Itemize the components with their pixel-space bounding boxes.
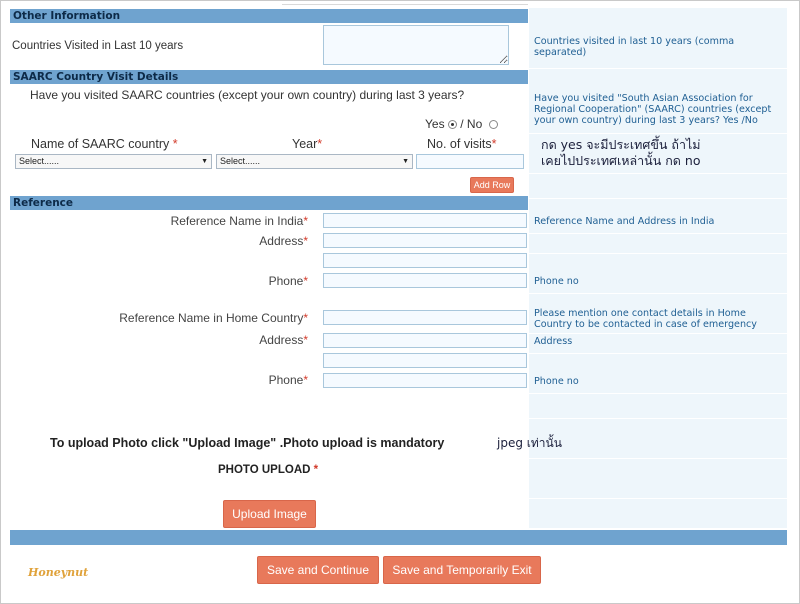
saarc-country-column-header — [31, 137, 178, 151]
countries-visited-help: Countries visited in last 10 years (comma separated) — [534, 36, 735, 58]
countries-visited-textarea[interactable] — [323, 25, 509, 65]
help-column — [529, 8, 787, 528]
thai-note-line-1: กด yes จะมีประเทศขึ้น ถ้าไม่ — [541, 137, 701, 152]
saarc-yes-no — [425, 117, 498, 131]
upload-image-button[interactable]: Upload Image — [223, 500, 316, 528]
reference-name-home-input[interactable] — [323, 310, 527, 325]
required-mark: * — [303, 333, 308, 347]
help-divider — [529, 68, 787, 69]
home-phone-label-text: Phone — [268, 373, 304, 387]
help-divider — [529, 353, 787, 354]
home-phone-input[interactable] — [323, 373, 527, 388]
required-mark: * — [303, 274, 308, 288]
watermark-logo: Honeynut — [28, 566, 89, 579]
help-divider — [529, 393, 787, 394]
saarc-help: Have you visited "South Asian Association for Regional Cooperation" (SAARC) countries (except your own country) during last 3 years? Yes /No — [534, 93, 772, 126]
help-divider — [529, 233, 787, 234]
reference-phone-label-text: Phone — [268, 274, 304, 288]
help-divider — [529, 418, 787, 419]
year-column-label: Year — [292, 137, 318, 151]
save-and-exit-button[interactable]: Save and Temporarily Exit — [383, 556, 541, 584]
reference-name-india-label-text: Reference Name in India — [170, 214, 304, 228]
thai-note — [541, 137, 701, 169]
reference-name-india-input[interactable] — [323, 213, 527, 228]
help-divider — [529, 253, 787, 254]
required-mark: * — [317, 137, 323, 151]
countries-visited-label: Countries Visited in Last 10 years — [12, 40, 184, 52]
save-and-continue-button[interactable]: Save and Continue — [257, 556, 379, 584]
home-phone-label — [269, 373, 308, 387]
no-radio[interactable] — [489, 120, 498, 129]
saarc-country-select[interactable] — [15, 154, 212, 169]
photo-upload-label-text: PHOTO UPLOAD — [218, 464, 311, 476]
section-header-reference — [10, 196, 528, 210]
chevron-down-icon: ▼ — [402, 158, 409, 165]
help-divider — [529, 333, 787, 334]
visits-column-header — [427, 137, 496, 151]
top-divider — [282, 4, 528, 5]
required-mark: * — [303, 373, 308, 387]
reference-home-help: Please mention one contact details in Home Country to be contacted in case of emergency — [534, 308, 757, 330]
home-address-line2-input[interactable] — [323, 353, 527, 368]
help-divider — [529, 458, 787, 459]
visits-column-label: No. of visits — [427, 137, 492, 151]
reference-phone-input[interactable] — [323, 273, 527, 288]
reference-address-line2-input[interactable] — [323, 253, 527, 268]
reference-address-label-text: Address — [259, 234, 304, 248]
reference-name-home-label-text: Reference Name in Home Country — [119, 311, 304, 325]
footer-bar — [10, 530, 787, 545]
saarc-country-column-label: Name of SAARC country — [31, 137, 170, 151]
thai-note-line-2: เคยไปประเทศเหล่านั้น กด no — [541, 153, 701, 168]
add-row-button[interactable]: Add Row — [470, 177, 514, 193]
reference-address-label — [259, 234, 308, 248]
reference-name-home-label — [119, 311, 308, 325]
help-divider — [529, 133, 787, 134]
help-divider — [529, 198, 787, 199]
home-address-label-text: Address — [259, 333, 304, 347]
help-divider — [529, 293, 787, 294]
upload-thai-note: jpeg เท่านั้น — [497, 436, 562, 450]
reference-india-help: Reference Name and Address in India — [534, 216, 715, 227]
required-mark: * — [303, 234, 308, 248]
saarc-question: Have you visited SAARC countries (except your own country) during last 3 years? — [30, 88, 465, 102]
required-mark: * — [491, 137, 497, 151]
year-select[interactable] — [216, 154, 413, 169]
help-divider — [529, 173, 787, 174]
home-address-line1-input[interactable] — [323, 333, 527, 348]
section-header-saarc — [10, 70, 528, 84]
upload-instruction: To upload Photo click "Upload Image" .Photo upload is mandatory — [50, 436, 445, 450]
home-address-label — [259, 333, 308, 347]
no-label: / No — [460, 117, 483, 131]
required-mark: * — [172, 137, 178, 151]
home-address-help: Address — [534, 336, 573, 347]
year-select-value: Select...... — [220, 156, 261, 166]
section-title: Other Information — [13, 10, 121, 22]
photo-upload-label — [218, 464, 318, 476]
yes-radio[interactable] — [448, 120, 457, 129]
reference-name-india-label — [171, 214, 308, 228]
yes-label: Yes — [425, 117, 445, 131]
year-column-header — [292, 137, 322, 151]
section-title: Reference — [13, 197, 74, 209]
reference-phone-label — [269, 274, 308, 288]
saarc-country-select-value: Select...... — [19, 156, 60, 166]
home-phone-help: Phone no — [534, 376, 579, 387]
section-title: SAARC Country Visit Details — [13, 71, 179, 83]
visits-input[interactable] — [416, 154, 524, 169]
required-mark: * — [303, 214, 308, 228]
section-header-other-information — [10, 9, 528, 23]
chevron-down-icon: ▼ — [201, 158, 208, 165]
help-divider — [529, 498, 787, 499]
reference-phone-help: Phone no — [534, 276, 579, 287]
reference-address-line1-input[interactable] — [323, 233, 527, 248]
required-mark: * — [313, 464, 319, 476]
required-mark: * — [303, 311, 308, 325]
